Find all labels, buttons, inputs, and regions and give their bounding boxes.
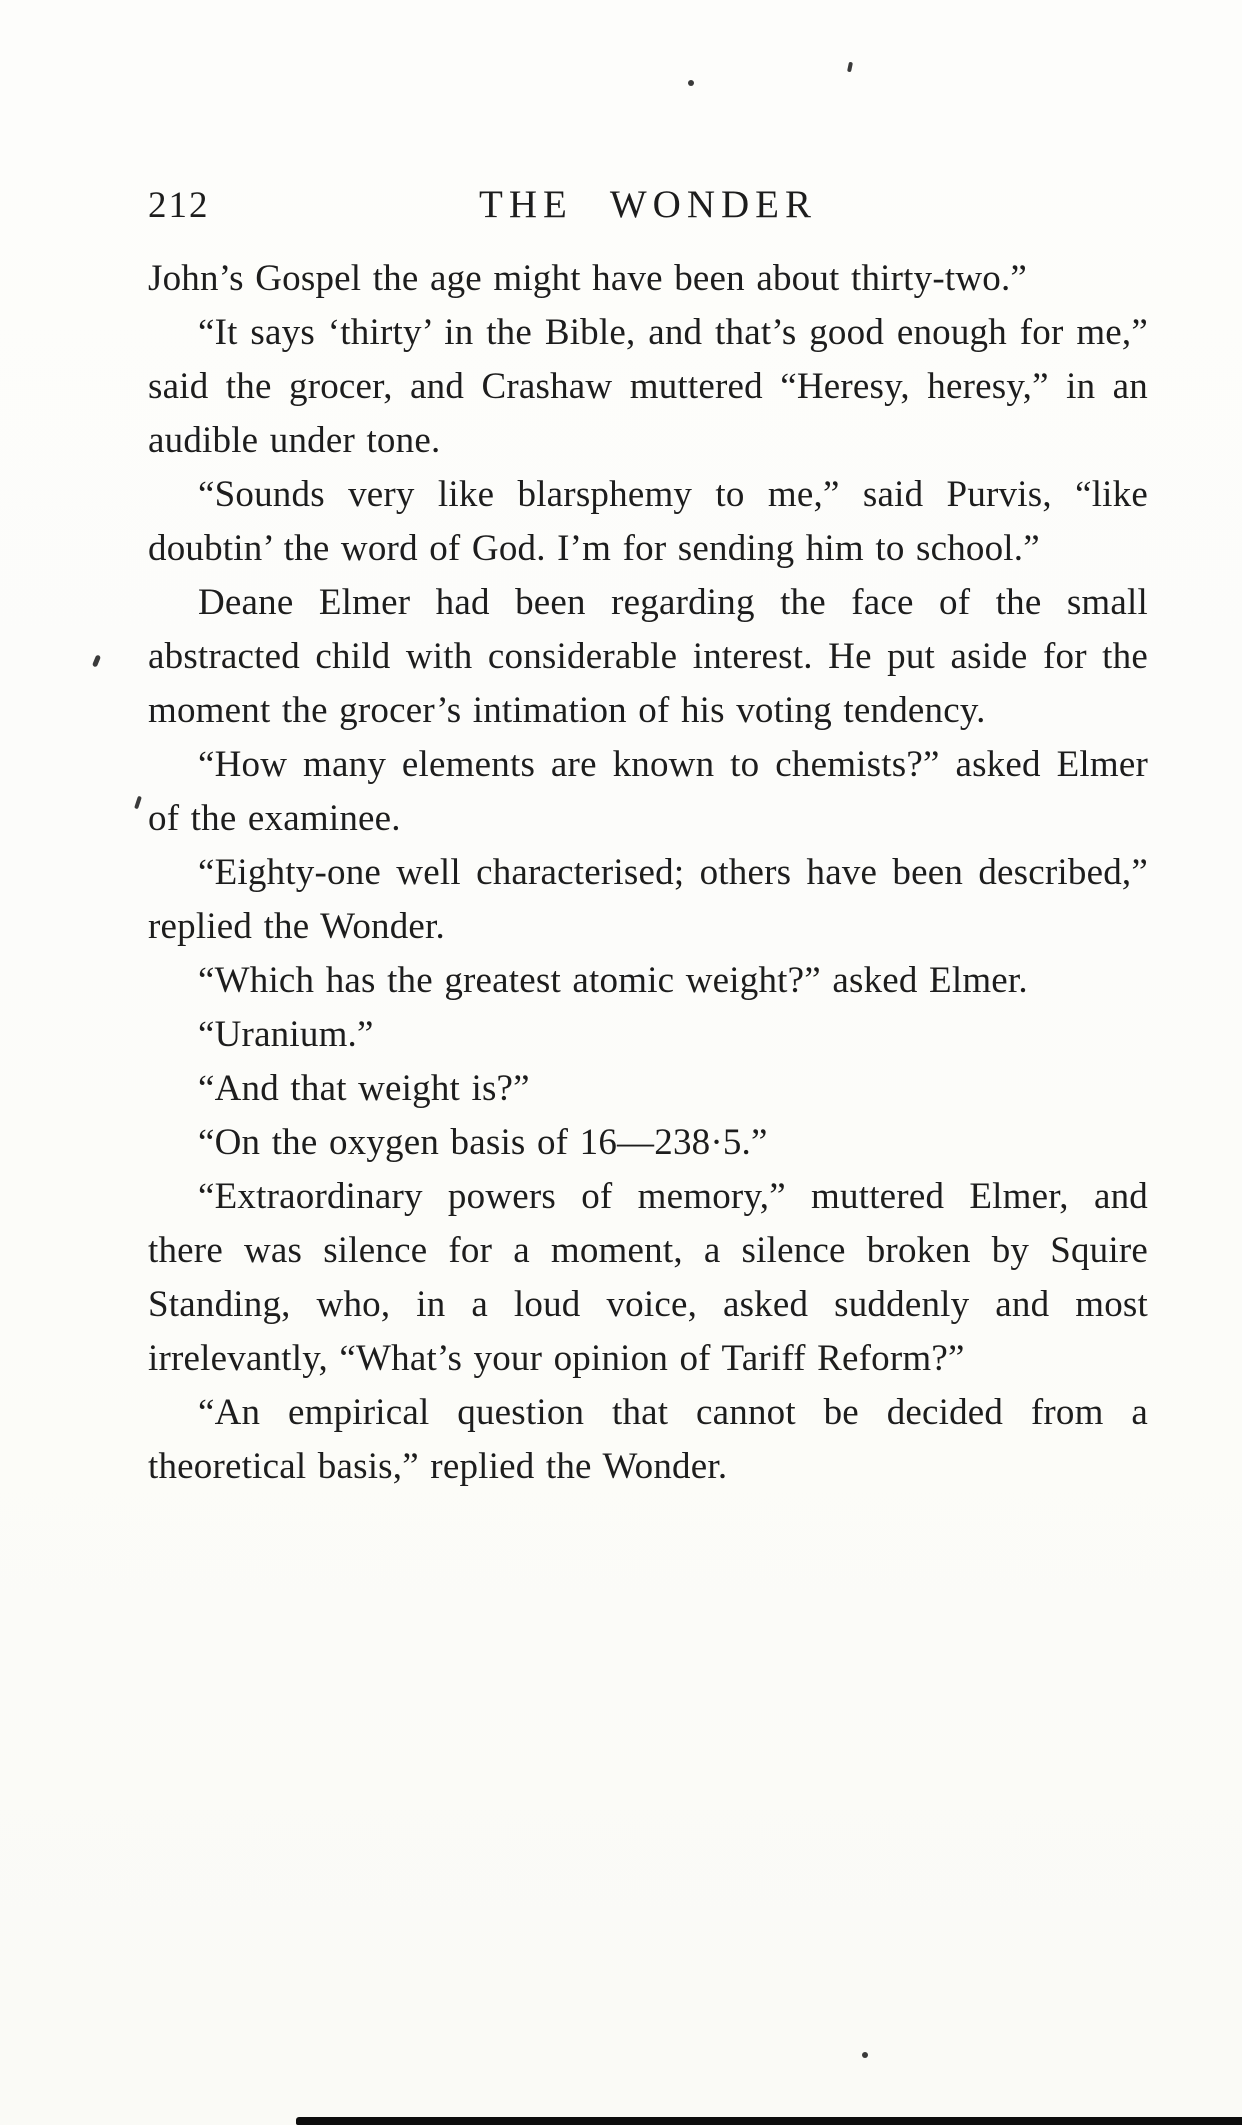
paragraph: “Eighty-one well characterised; others have been described,” replied the Wonder. [148,852,1148,947]
paragraph: “And that weight is?” [198,1068,530,1109]
scan-speck [847,62,853,73]
paragraph: John’s Gospel the age might have been about thirty-two.” [148,258,1028,299]
paragraph: “Which has the greatest atomic weight?” asked Elmer. [198,960,1028,1001]
scan-speck [862,2052,868,2058]
page-title: THE WONDER [479,183,817,226]
paragraph: “Sounds very like blarsphemy to me,” said Purvis, “like doubtin’ the word of God. I’m for sending him to school.” [148,474,1148,569]
page-number: 212 [148,185,210,226]
paragraph: “An empirical question that cannot be decided from a theoretical basis,” replied the Wonder. [148,1392,1148,1487]
paragraph: Deane Elmer had been regarding the face of the small abstracted child with considerable interest. He put aside for the moment the grocer’s intimation of his voting tendency. [148,582,1148,731]
body-text [148,252,1148,1494]
paragraph: “It says ‘thirty’ in the Bible, and that’s good enough for me,” said the grocer, and Crashaw muttered “Heresy, heresy,” in an audible under tone. [148,312,1148,461]
paragraph: “On the oxygen basis of 16—238·5.” [198,1122,768,1163]
paragraph: “Uranium.” [198,1014,374,1055]
paragraph: “How many elements are known to chemists?” asked Elmer of the examinee. [148,744,1148,839]
paragraph: “Extraordinary powers of memory,” muttered Elmer, and there was silence for a moment, a silence broken by Squire Standing, who, in a loud voice, asked suddenly and most irrelevantly, “What’s your opinion of Tariff Reform?” [148,1176,1148,1379]
scan-edge-shadow [296,2117,1242,2125]
scan-speck [688,80,694,86]
scan-speck [134,796,142,810]
running-head [148,182,1148,234]
scan-speck [92,655,101,668]
